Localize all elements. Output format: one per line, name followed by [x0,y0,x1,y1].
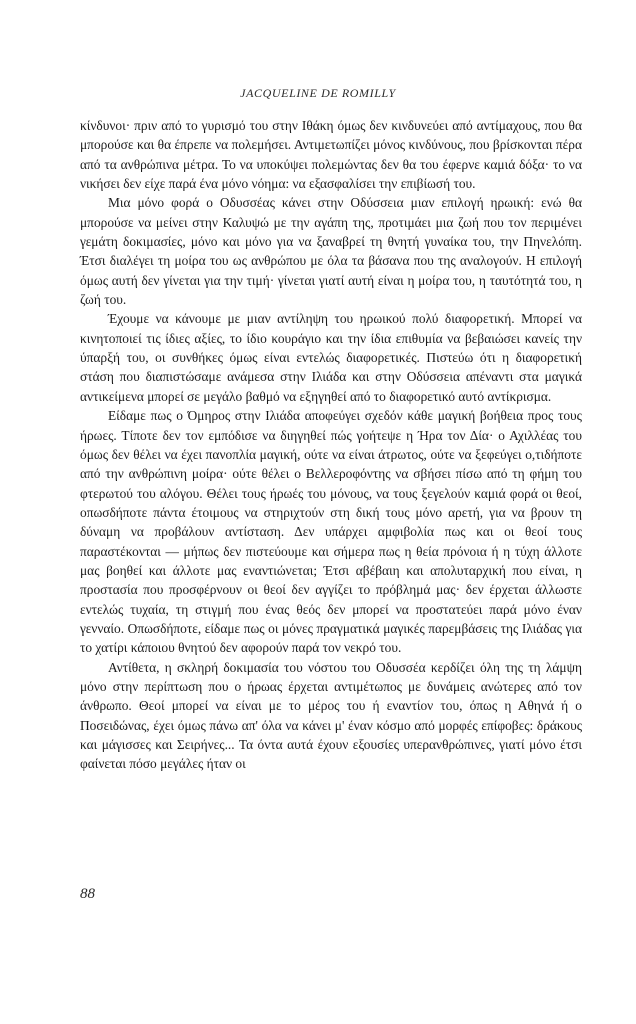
paragraph: Μια μόνο φορά ο Οδυσσέας κάνει στην Οδύσσεια μιαν επιλογή ηρωική: ενώ θα μπορούσε να μείνει στην Καλυψώ με την αγάπη της, προτιμάει μια ζωή που τον περιμένει γεμάτη δοκιμασίες, μόνο και μόνο για να ξαναβρεί τη θνητή γυναίκα του, την Πηνελόπη. Έτσι διαλέγει τη μοίρα του ως ανθρώπου με όλα τα βάσανα που της αναλογούν. Η επιλογή όμως αυτή δεν γίνεται για την τιμή· γίνεται γιατί αυτή είναι η μοίρα του, η ταυτότητά του, η ζωή του. [80,195,582,308]
paragraph: Έχουμε να κάνουμε με μιαν αντίληψη του ηρωικού πολύ διαφορετική. Μπορεί να κινητοποιεί τις ίδιες αξίες, το ίδιο κουράγιο και την ίδια επιθυμία να βεβαιώσει κανείς την ύπαρξή του, οι συνθήκες όμως είναι εντελώς διαφορετικές. Πιστεύω ότι η διαφορετική στάση που διαπιστώσαμε ανάμεσα στην Ιλιάδα και στην Οδύσσεια απέναντι στα μαγικά αντικείμενα μπορεί σε μεγάλο βαθμό να εξηγηθεί από το διαφορετικό αυτό αντίκρισμα. [80,311,582,404]
paragraph: Είδαμε πως ο Όμηρος στην Ιλιάδα αποφεύγει σχεδόν κάθε μαγική βοήθεια προς τους ήρωες. Τίποτε δεν τον εμπόδισε να διηγηθεί πώς γοήτεψε η Ήρα τον Δία· ο Αχιλλέας του όμως δεν θέλει να έχει πανοπλία μαγική, ούτε να είναι άτρωτος, ούτε να ξεφεύγει ο,τιδήποτε από την ανθρώπινη μοίρα· ούτε θέλει ο Βελλεροφόντης να σβήσει πίσω από τη φήμη του φτερωτού του αλόγου. Θέλει τους ήρωές του μόνους, να τους ξεγελούν καμιά φορά οι θεοί, οπωσδήποτε πάντα έτοιμους να στηριχτούν στη δική τους μόνο αρετή, για να βρουν τη δύναμη να προβάλουν αντίσταση. Δεν υπάρχει αμφιβολία πως και οι θεοί τους παραστέκονται — μήπως δεν πιστεύουμε και σήμερα πως η θεία πρόνοια ή η τύχη άλλοτε μας βοηθεί και άλλοτε μας εναντιώνεται; Έτσι αβέβαιη και απολυταρχική που είναι, η προστασία που προσφέρνουν οι θεοί δεν αγγίζει το πρόβλημά μας· δεν έρχεται άλλωστε εντελώς τυχαία, τη στιγμή που ένας θεός δεν μπορεί να προστατεύει παρά μόνο έναν γενναίο. Οπωσδήποτε, είδαμε πως οι μόνες πραγματικά μαγικές παρεμβάσεις της Ιλιάδας για το χατίρι κάποιου θνητού δεν αφορούν παρά τον νεκρό του. [80,408,582,656]
running-head: JACQUELINE DE ROMILLY [240,86,396,100]
paragraph: κίνδυνοι· πριν από το γυρισμό του στην Ιθάκη όμως δεν κινδυνεύει από αντίμαχους, που θα μπορούσε και θα έπρεπε να πολεμήσει. Αντιμετωπίζει μόνος κινδύνους, που βρίσκονται πέρα από τα ανθρώπινα μέτρα. Το να υποκύψει πολεμώντας δεν θα του έφερνε καμιά δόξα· το να νικήσει δεν είχε παρά ένα μόνο νόημα: να εξασφαλίσει την επιβίωσή του. [80,118,582,192]
paragraph: Αντίθετα, η σκληρή δοκιμασία του νόστου του Οδυσσέα κερδίζει όλη της τη λάμψη μόνο στην περίπτωση που ο ήρωας έρχεται αντιμέτωπος με δυνάμεις ανώτερες από τον άνθρωπο. Θεοί μπορεί να είναι με το μέρος του ή εναντίον του, όπως η Αθηνά ή ο Ποσειδώνας, έχει όμως πάνω απ' όλα να κάνει μ' έναν κόσμο από μορφές επίφοβες: δράκους και μάγισσες και Σειρήνες... Τα όντα αυτά έχουν εξουσίες υπερανθρώπινες, γιατί μόνο έτσι φαίνεται πόσο μεγάλες ήταν οι [80,659,582,772]
body-text [80,116,582,774]
page-number: 88 [80,886,95,902]
